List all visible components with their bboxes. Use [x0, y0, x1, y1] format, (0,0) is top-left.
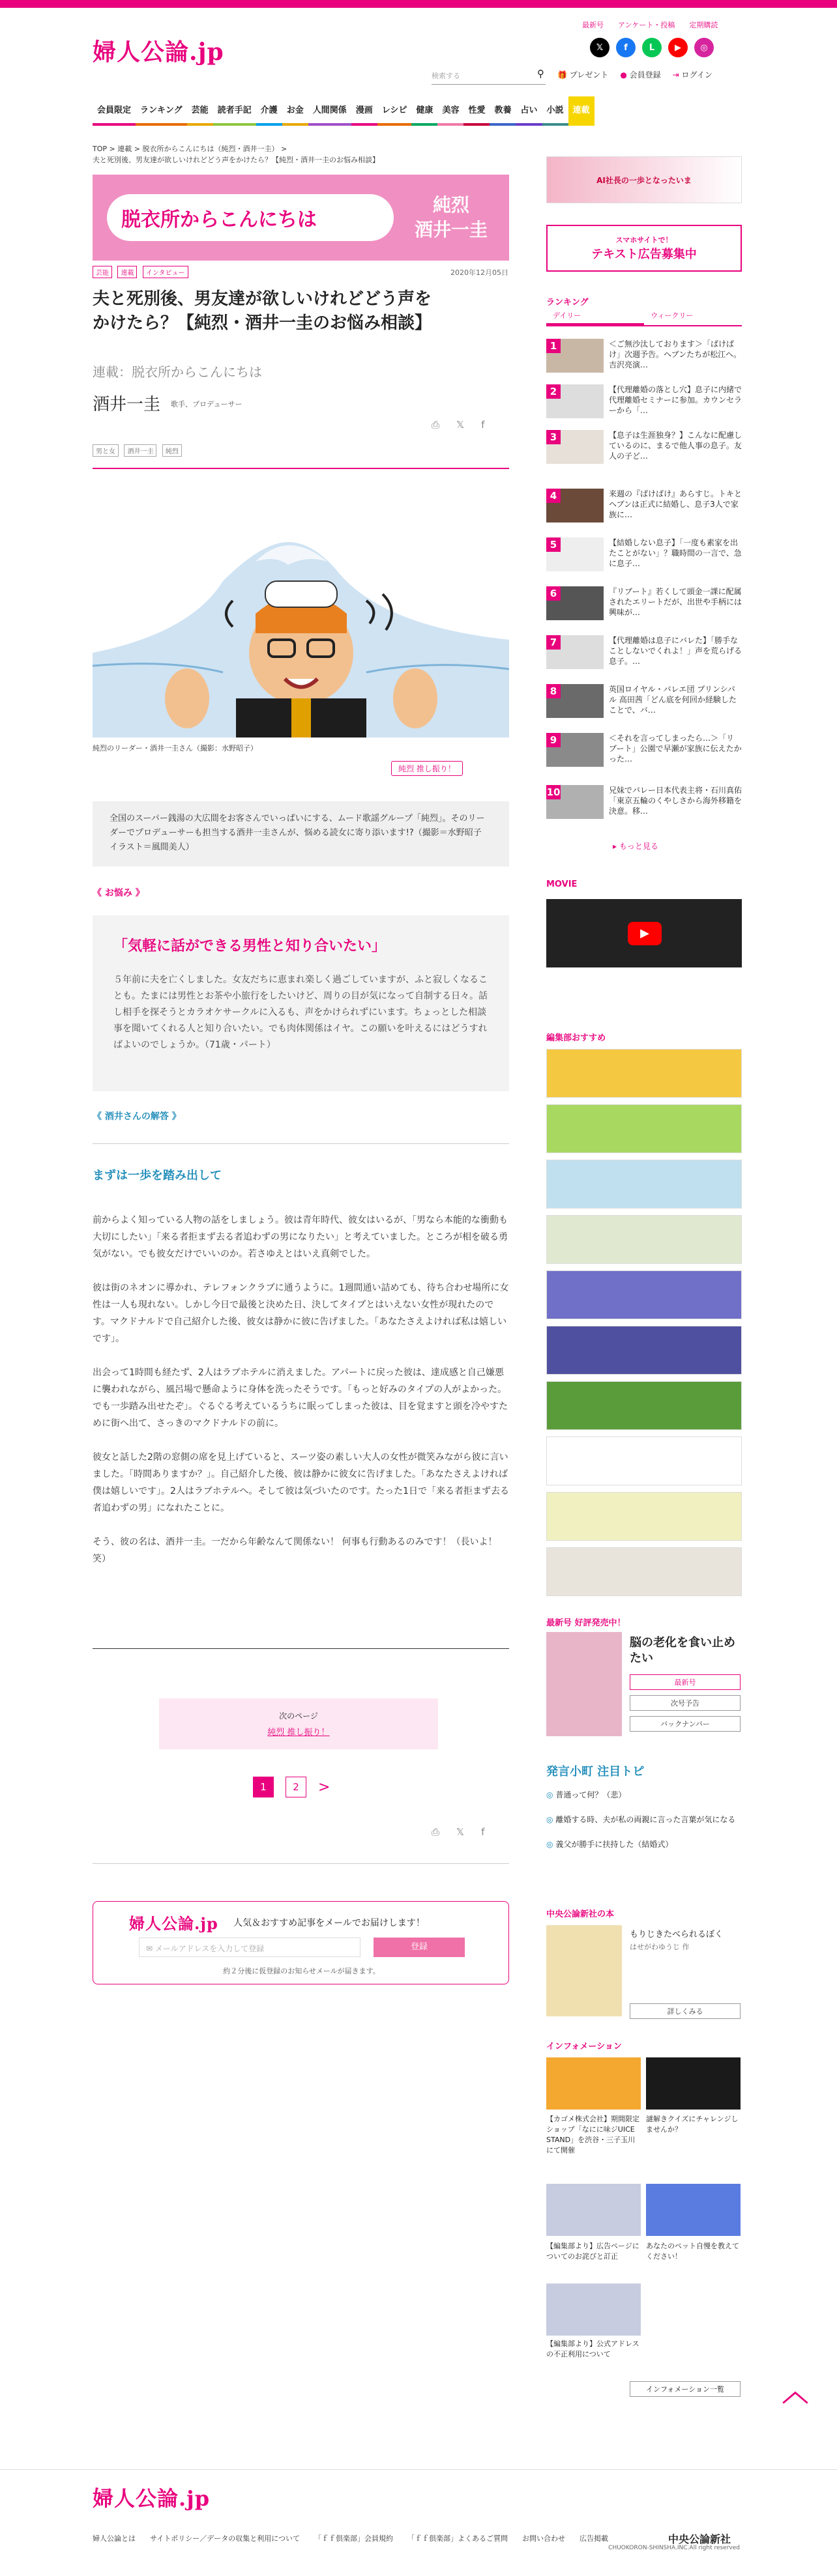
tag[interactable]: 芸能	[93, 266, 112, 278]
next-page-label: 次のページ	[279, 1711, 318, 1721]
footer-divider	[0, 2469, 837, 2470]
footer-link[interactable]: 「ｆｆ倶楽部」よくあるご質問	[407, 2534, 508, 2543]
footer-link[interactable]: お問い合わせ	[522, 2534, 566, 2543]
section-heading: まずは一歩を踏み出して	[93, 1169, 222, 1182]
login-link[interactable]	[673, 69, 712, 80]
article-body	[93, 1212, 509, 1567]
nav-item[interactable]: 人間関係	[308, 96, 351, 126]
link-latest-issue[interactable]: 最新号	[582, 21, 604, 29]
banner-bubble: 脱衣所からこんにちは	[107, 194, 394, 241]
tag[interactable]: インタビュー	[143, 266, 188, 278]
crumb-series[interactable]: 連載	[117, 145, 132, 153]
login-label: ログイン	[681, 70, 712, 79]
ad-2-sub: スマホサイトで！	[615, 236, 673, 244]
movie-title: MOVIE	[546, 880, 578, 889]
info-text[interactable]: 謎解きクイズにチャレンジしませんか？	[646, 2115, 739, 2134]
worry-title: 「気軽に話ができる男性と知り合いたい」	[113, 938, 387, 954]
register-label: 会員登録	[629, 70, 661, 79]
nav-item[interactable]: 小説	[542, 96, 568, 126]
footer-link[interactable]: サイトポリシー／データの収集と利用について	[150, 2534, 301, 2543]
info-text[interactable]: 【編集部より】公式アドレスの不正利用について	[546, 2340, 639, 2358]
footer-link[interactable]: 婦人公論とは	[93, 2534, 136, 2543]
issue-cover[interactable]	[546, 1632, 622, 1736]
worry-label: 《 お悩み 》	[93, 888, 145, 898]
nav-item[interactable]: お金	[282, 96, 308, 126]
article-lead: 全国のスーパー銭湯の大広間をお客さんでいっぱいにする、ムード歌謡グループ「純烈」。そのリーダーでプロデューサーも担当する酒井一圭さんが、悩める読女に寄り添います!?（撮影＝水野昭子 イラスト＝風間美人）	[93, 801, 509, 866]
tab-daily[interactable]: デイリー	[546, 308, 644, 325]
scroll-top-icon[interactable]: ︿	[782, 2377, 808, 2407]
books-title: 中央公論新社の本	[546, 1910, 615, 1919]
paragraph: 前からよく知っている人物の話をしましょう。彼は青年時代、彼女はいるが、「男なら本能的な衝動も大切にしたい」「来る者拒まず去る者追わずの男になりたい」と考えていました。ところが相を破る勇気がない。でも彼女だけでいいのか。若さゆえとはいえ真剣でした。	[93, 1215, 508, 1259]
ranking-item[interactable]: 1 ＜ご無沙汰しております＞「ばけばけ」次週予告。ヘブンたちが松江へ。吉沢亮演…	[546, 339, 742, 377]
divider	[93, 1143, 509, 1144]
author-name: 酒井一圭	[93, 395, 161, 414]
newsletter-submit-button[interactable]: 登録	[374, 1938, 465, 1957]
recommend-banner[interactable]	[546, 1381, 742, 1430]
recommend-banner[interactable]	[546, 1326, 742, 1375]
social-icons	[590, 38, 714, 57]
recommend-banner[interactable]	[546, 1049, 742, 1098]
paragraph: そう、彼の名は、酒井一圭。一だから年齢なんて関係ない！ 何事も行動あるのみです！（長いよ！ 笑）	[93, 1537, 497, 1564]
article-title: 夫と死別後、男友達が欲しいけれどどう声をかけたら？【純烈・酒井一圭のお悩み相談】	[93, 289, 432, 333]
answer-label: 《 酒井さんの解答 》	[93, 1111, 181, 1122]
footer-links	[93, 2533, 608, 2543]
issue-title: 最新号 好評発売中！	[546, 1618, 626, 1628]
chat-icon: ◎	[546, 1815, 553, 1824]
copyright: CHUOKORON-SHINSHA.INC.All right reserved	[608, 2545, 740, 2551]
ranking-item[interactable]: 6 『リブート』若くして頭金一課に配属されたエリートだが、出世や手柄には興味が…	[546, 586, 742, 624]
info-list-button[interactable]: インフォメーション一覧	[630, 2381, 741, 2397]
info-text[interactable]: あなたのペット自慢を教えてください！	[646, 2242, 739, 2261]
info-image[interactable]	[546, 2283, 641, 2336]
recommend-banner[interactable]	[546, 1437, 742, 1485]
paragraph: 彼は街のネオンに導かれ、テレフォンクラブに通うように。1週間通い詰めても、待ち合わせ場所に女性は一人も現れない。しかし今日で最後と決めた日、決してタイプとはいえない女性が現れたのです。マクドナルドで自己紹介した後、彼女は静かに彼に告げました。「あなたさえよければ私は嬉しいです」。	[93, 1283, 509, 1344]
book-name: もりじきたべられるぼく	[630, 1930, 724, 1939]
series-banner[interactable]	[93, 175, 509, 261]
next-issue-button[interactable]: 次号予告	[630, 1695, 741, 1711]
worry-body: ５年前に夫を亡くしました。女友だちに恵まれ楽しく過ごしていますが、ふと寂しくなることも。たまには男性とお茶や小旅行をしたいけど、周りの目が気になって自制する日々。話し相手を探そうとカラオケサークルに入るも、声をかけられずにいます。ちょっとした相談事を聞いてくれる人と知り合いたい。でも肉体関係はイヤ。この願いを叶えるにはどうすればよいのでしょうか。（71歳・パート）	[113, 975, 488, 1050]
gift-icon: 🎁	[557, 70, 567, 79]
crumb-top[interactable]: TOP	[93, 145, 108, 153]
play-icon[interactable]: ▶	[628, 922, 662, 945]
facebook-share-icon[interactable]: f	[481, 419, 485, 431]
banner-group: 純烈	[432, 194, 469, 216]
banner-name	[402, 193, 500, 242]
issue-headline: 脳の老化を食い止めたい	[630, 1636, 735, 1665]
facebook-share-icon[interactable]: f	[481, 1826, 485, 1838]
pagination	[253, 1777, 330, 1797]
back-number-button[interactable]: バックナンバー	[630, 1716, 741, 1732]
nav-item[interactable]: 美容	[437, 96, 463, 126]
next-page-link[interactable]: 純烈 推し振り！	[267, 1728, 330, 1738]
x-icon[interactable]: 𝕏	[590, 38, 609, 57]
footer-link[interactable]: 広告掲載	[580, 2534, 609, 2543]
sidebar-ad-2[interactable]	[546, 225, 742, 272]
x-share-icon[interactable]: 𝕏	[456, 419, 465, 431]
info-image[interactable]	[646, 2184, 741, 2236]
nav-item[interactable]: ランキング	[136, 96, 187, 126]
next-arrow[interactable]: >	[318, 1779, 330, 1796]
worry-box	[93, 915, 509, 1091]
recommend-banner[interactable]	[546, 1215, 742, 1264]
issue-buttons	[630, 1674, 741, 1732]
share-buttons-bottom	[432, 1826, 484, 1838]
article-tags	[93, 266, 191, 278]
newsletter-text: 人気＆おすすめ記事をメールでお届けします！	[233, 1918, 425, 1928]
present-label: プレゼント	[569, 70, 609, 79]
divider	[93, 1648, 509, 1649]
newsletter-note: 約２分後に仮登録のお知らせメールが届きます。	[223, 1967, 380, 1975]
sidebar-ad-1[interactable]	[546, 156, 742, 203]
nav-item[interactable]: 漫画	[351, 96, 377, 126]
ad-1-text: AI社長の一歩となったいま	[596, 175, 692, 185]
user-icon: ●	[620, 70, 627, 79]
book-detail-button[interactable]: 詳しくみる	[630, 2003, 741, 2019]
divider	[93, 468, 509, 469]
author-role: 歌手、プロデューサー	[171, 400, 242, 408]
search-placeholder: 検索する	[432, 72, 460, 80]
nav-item[interactable]: 教養	[490, 96, 516, 126]
youtube-icon[interactable]: ▶	[668, 38, 688, 57]
print-icon[interactable]: ⎙	[432, 1826, 440, 1838]
share-buttons	[432, 419, 484, 431]
photo-tag-button[interactable]: 純烈 推し振り！	[391, 761, 463, 776]
keyword-tag[interactable]: 酒井一圭	[124, 444, 156, 457]
ad-2-text: テキスト広告募集中	[591, 248, 697, 261]
crumb-column[interactable]: 脱衣所からこんにちは（純烈・酒井一圭）	[142, 145, 279, 153]
ranking-title: ランキング	[546, 298, 589, 308]
book-author: はせがわゆうじ 作	[630, 1943, 690, 1951]
nav-item[interactable]: 芸能	[187, 96, 213, 126]
nav-item[interactable]: 読者手記	[213, 96, 256, 126]
nav-item[interactable]: 占い	[516, 96, 542, 126]
recommend-banner[interactable]	[546, 1160, 742, 1209]
search-input[interactable]	[432, 68, 546, 85]
newsletter-logo: 婦人公論.jp	[129, 1914, 218, 1933]
line-icon[interactable]: L	[642, 38, 662, 57]
hatsugen-item[interactable]: ◎ 普通って何？（悲）	[546, 1790, 626, 1799]
hero-illustration	[93, 503, 509, 737]
info-text[interactable]: 【編集部より】広告ページについてのお詫びと訂正	[546, 2242, 639, 2261]
chat-icon: ◎	[546, 1840, 553, 1849]
paragraph: 出会って1時間も経たず、2人はラブホテルに消えました。アパートに戻った彼は、達成感と自己嫌悪に襲われながら、風呂場で懸命ように身体を洗ったそうです。「もっと好みのタイプの人がよかった。でも一歩踏み出せたぞ」。ぐるぐる考えているうちに眠ってしまった彼は、目を覚ますと頭を冷やすために街へ出て、さっきのマクドナルドの前に。	[93, 1367, 508, 1429]
email-placeholder: メールアドレスを入力して登録	[154, 1944, 265, 1953]
book-cover[interactable]	[546, 1925, 622, 2016]
facebook-icon[interactable]: f	[616, 38, 636, 57]
latest-issue-button[interactable]: 最新号	[630, 1674, 741, 1690]
nav-item[interactable]: 会員限定	[93, 96, 136, 126]
crumb-current: 夫と死別後、男友達が欲しいけれどどう声をかけたら？【純烈・酒井一圭のお悩み相談】	[93, 156, 379, 164]
ranking-item[interactable]: 2 【代理離婚の落とし穴】息子に内緒で代理離婚セミナーに参加。カウンセラーから「…	[546, 384, 742, 422]
image-caption: 純烈のリーダー・酒井一圭さん（撮影：水野昭子）	[93, 744, 257, 752]
ranking-item[interactable]: 5 【結婚しない息子】「一度も素家を出たことがない」？職時間の一言で、急に息子…	[546, 537, 742, 575]
ranking-tabs	[546, 308, 742, 326]
present-link[interactable]	[557, 69, 608, 80]
tag[interactable]: 連載	[117, 266, 137, 278]
print-icon[interactable]: ⎙	[432, 419, 440, 431]
link-subscribe[interactable]: 定期購読	[689, 21, 718, 29]
nav-item[interactable]: 健康	[411, 96, 437, 126]
page-2[interactable]: 2	[286, 1777, 306, 1797]
movie-player[interactable]	[546, 899, 742, 967]
top-accent-bar	[0, 0, 837, 8]
tab-weekly[interactable]: ウィークリー	[651, 311, 694, 320]
info-image[interactable]	[546, 2184, 641, 2236]
ranking-item[interactable]: 8 英国ロイヤル・バレエ団 プリンシパル 高田茜「どん底を何回か経験したことで、バ…	[546, 684, 742, 722]
main-nav	[93, 96, 595, 126]
ranking-item[interactable]: 4 来週の『ばけばけ』あらすじ。トキとヘブンは正式に結婚し、息子3人で家族に…	[546, 489, 742, 526]
newsletter-email-input[interactable]: ✉ メールアドレスを入力して登録	[139, 1938, 360, 1957]
ranking-item[interactable]: 9 ＜それを言ってしまったら…＞「リブート」公園で早瀬が家族に伝えたかった…	[546, 733, 742, 771]
nav-item[interactable]: 性愛	[463, 96, 490, 126]
nav-item-series[interactable]: 連載	[568, 96, 595, 126]
ranking-item[interactable]: 3 【息子は生涯独身？】こんなに配慮しているのに、まるで他人事の息子。友人の子ど…	[546, 430, 742, 468]
more-label: もっと見る	[619, 842, 658, 851]
recommend-banner[interactable]	[546, 1270, 742, 1319]
recommend-banner[interactable]	[546, 1547, 742, 1596]
info-image[interactable]	[546, 2057, 641, 2110]
nav-item[interactable]: 介護	[256, 96, 282, 126]
divider	[93, 1863, 509, 1864]
ranking-more-link[interactable]: ▸ もっと見る	[613, 842, 658, 851]
breadcrumb: TOP > 連載 > 脱衣所からこんにちは（純烈・酒井一圭） > 夫と死別後、男友達が欲しいけれどどう声をかけたら？【純烈・酒井一圭のお悩み相談】	[93, 145, 379, 164]
ranking-item[interactable]: 7 【代理離婚は息子にバレた】「勝手なことしないでくれよ！」声を荒らげる息子。…	[546, 635, 742, 673]
hatsugen-list	[546, 1788, 742, 1851]
footer-logo[interactable]: 婦人公論.jp	[93, 2486, 211, 2511]
keyword-tags	[93, 444, 184, 457]
keyword-tag[interactable]: 男と女	[93, 444, 119, 457]
recommend-banner[interactable]	[546, 1492, 742, 1541]
search-icon[interactable]: ⚲	[537, 68, 544, 79]
info-image[interactable]	[646, 2057, 741, 2110]
hatsugen-title: 発言小町 注目トピ	[546, 1765, 645, 1779]
instagram-icon[interactable]: ◎	[694, 38, 714, 57]
publisher-logo: 中央公論新社	[668, 2533, 731, 2545]
chat-icon: ◎	[546, 1790, 553, 1799]
recommend-banner[interactable]	[546, 1104, 742, 1153]
register-link[interactable]	[620, 69, 660, 80]
page-1[interactable]: 1	[253, 1777, 274, 1797]
newsletter-box	[93, 1901, 509, 1984]
next-page-box[interactable]	[159, 1698, 438, 1749]
info-text[interactable]: 【カゴメ株式会社】期間限定ショップ「なにに味ジUICE STAND」を渋谷・三子玉川にて開催	[546, 2115, 639, 2154]
article-date: 2020年12月05日	[450, 268, 508, 277]
info-title: インフォメーション	[546, 2042, 622, 2052]
hatsugen-item[interactable]: ◎ 離婚する時、夫が私の両親に言った言葉が気になる	[546, 1815, 736, 1824]
hero-image	[93, 503, 509, 737]
keyword-tag[interactable]: 純烈	[162, 444, 182, 457]
banner-person: 酒井一圭	[414, 219, 488, 240]
nav-item[interactable]: レシピ	[377, 96, 412, 126]
header-links	[557, 69, 712, 80]
ranking-item[interactable]: 10 兄妹でバレー日本代表主将・石川真佑「東京五輪のくやしさから海外移籍を決意。移…	[546, 785, 742, 823]
site-logo[interactable]: 婦人公論.jp	[93, 38, 224, 66]
hatsugen-item[interactable]: ◎ 義父が勝手に扶持した（結婚式）	[546, 1840, 673, 1849]
article-series[interactable]: 連載：脱衣所からこんにちは	[93, 364, 262, 380]
header-top-links	[582, 20, 718, 30]
paragraph: 彼女と話した2階の窓側の席を見上げていると、スーツ姿の素しい大人の女性が微笑みながら彼に言いました。「時間ありますか？」。自己紹介した後、彼は静かに彼女に告げました。「あなたさえよければ僕は嬉しいです」。2人はラブホテルへ。そして彼は気づいたのです。たった1日で「来る者拒まず去る者追わずの男」になれたことに。	[93, 1452, 509, 1513]
x-share-icon[interactable]: 𝕏	[456, 1826, 465, 1838]
recommend-title: 編集部おすすめ	[546, 1033, 606, 1043]
footer-link[interactable]: 「ｆｆ倶楽部」会員規約	[314, 2534, 394, 2543]
login-icon: ⇥	[672, 70, 679, 79]
link-survey[interactable]: アンケート・投稿	[618, 21, 675, 29]
